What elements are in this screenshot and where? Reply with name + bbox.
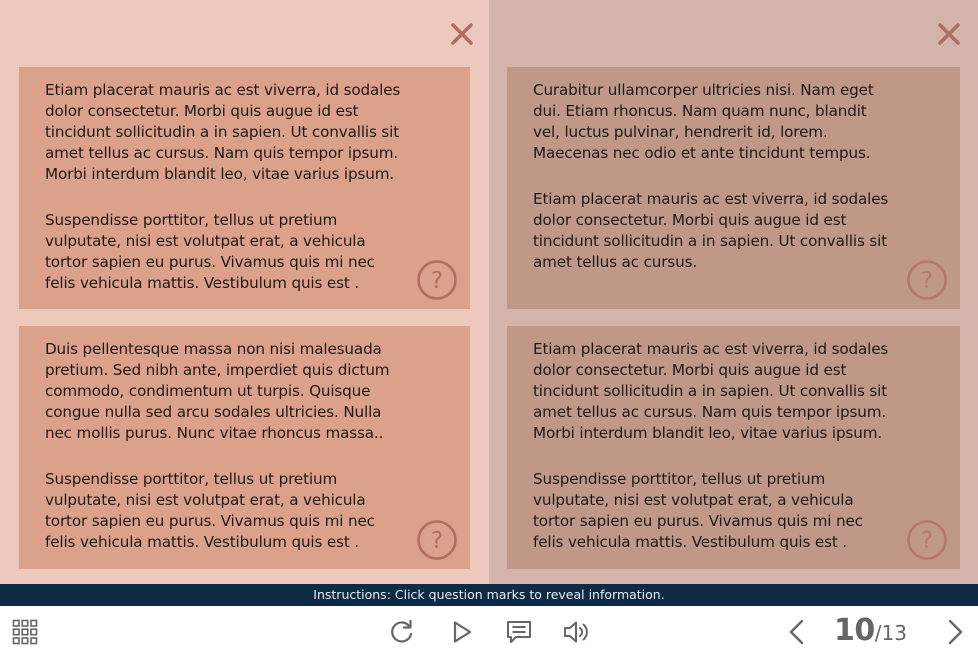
replay-button[interactable]	[388, 618, 416, 646]
left-panel	[0, 0, 489, 584]
close-icon	[935, 20, 963, 48]
previous-slide-button[interactable]	[784, 618, 812, 646]
page-current: 10	[834, 613, 875, 648]
reveal-button-bottom-left[interactable]	[416, 519, 458, 561]
svg-text:?: ?	[920, 528, 934, 554]
card-paragraph: Etiam placerat mauris ac est viverra, id sodales dolor consectetur. Morbi quis augue id est tincidunt sollicitudin a in sapien. Ut convallis sit amet tellus ac cursus. Nam quis tempor ipsum. Morbi interdum blandit leo, vitae varius ipsum.	[533, 340, 889, 442]
info-card-top-left	[19, 67, 470, 309]
right-panel	[489, 0, 978, 584]
play-icon	[448, 618, 476, 646]
page-total: 13	[881, 621, 907, 645]
info-card-bottom-left	[19, 326, 470, 569]
card-paragraph: Etiam placerat mauris ac est viverra, id sodales dolor consectetur. Morbi quis augue id est tincidunt sollicitudin a in sapien. Ut convallis sit amet tellus ac cursus. Nam quis tempor ipsum. Morbi interdum blandit leo, vitae varius ipsum.	[45, 81, 401, 183]
audio-button[interactable]	[562, 618, 590, 646]
card-paragraph: Duis pellentesque massa non nisi malesuada pretium. Sed nibh ante, imperdiet quis dictum commodo, condimentum ut turpis. Quisque congue nulla sed arcu sodales ultricies. Nulla nec mollis purus. Nunc vitae rhoncus massa..	[45, 340, 390, 442]
reveal-button-top-right[interactable]	[906, 259, 948, 301]
captions-icon	[505, 618, 533, 646]
svg-text:?: ?	[430, 528, 444, 554]
play-button[interactable]	[448, 618, 476, 646]
reveal-button-top-left[interactable]	[416, 259, 458, 301]
audio-icon	[562, 618, 590, 646]
info-card-bottom-right	[507, 326, 960, 569]
close-button-left[interactable]	[448, 20, 476, 48]
card-paragraph: Suspendisse porttitor, tellus ut pretium vulputate, nisi est volutpat erat, a vehicula tortor sapien eu purus. Vivamus quis mi nec felis vehicula mattis. Vestibulum quis est .	[45, 470, 375, 551]
card-paragraph: Etiam placerat mauris ac est viverra, id sodales dolor consectetur. Morbi quis augue id est tincidunt sollicitudin a in sapien. Ut convallis sit amet tellus ac cursus.	[533, 190, 889, 271]
card-paragraph: Curabitur ullamcorper ultricies nisi. Nam eget dui. Etiam rhoncus. Nam quam nunc, blandit vel, luctus pulvinar, hendrerit id, lorem. Maecenas nec odio et ante tincidunt tempus.	[533, 81, 874, 162]
replay-icon	[388, 618, 416, 646]
svg-text:?: ?	[920, 268, 934, 294]
chevron-right-icon	[940, 618, 968, 646]
page-separator: /	[874, 621, 882, 645]
question-mark-icon	[416, 259, 458, 301]
close-button-right[interactable]	[935, 20, 963, 48]
close-icon	[448, 20, 476, 48]
next-slide-button[interactable]	[940, 618, 968, 646]
instructions-bar: Instructions: Click question marks to reveal information.	[0, 584, 978, 606]
menu-button[interactable]	[12, 619, 38, 645]
question-mark-icon	[906, 519, 948, 561]
reveal-button-bottom-right[interactable]	[906, 519, 948, 561]
player-toolbar	[0, 606, 978, 656]
info-card-top-right	[507, 67, 960, 309]
grid-menu-icon	[12, 619, 38, 645]
page-counter	[834, 614, 907, 648]
question-mark-icon	[416, 519, 458, 561]
svg-text:?: ?	[430, 268, 444, 294]
question-mark-icon	[906, 259, 948, 301]
chevron-left-icon	[784, 618, 812, 646]
card-paragraph: Suspendisse porttitor, tellus ut pretium vulputate, nisi est volutpat erat, a vehicula tortor sapien eu purus. Vivamus quis mi nec felis vehicula mattis. Vestibulum quis est .	[45, 211, 375, 292]
captions-button[interactable]	[505, 618, 533, 646]
card-paragraph: Suspendisse porttitor, tellus ut pretium vulputate, nisi est volutpat erat, a vehicula tortor sapien eu purus. Vivamus quis mi nec felis vehicula mattis. Vestibulum quis est .	[533, 470, 863, 551]
